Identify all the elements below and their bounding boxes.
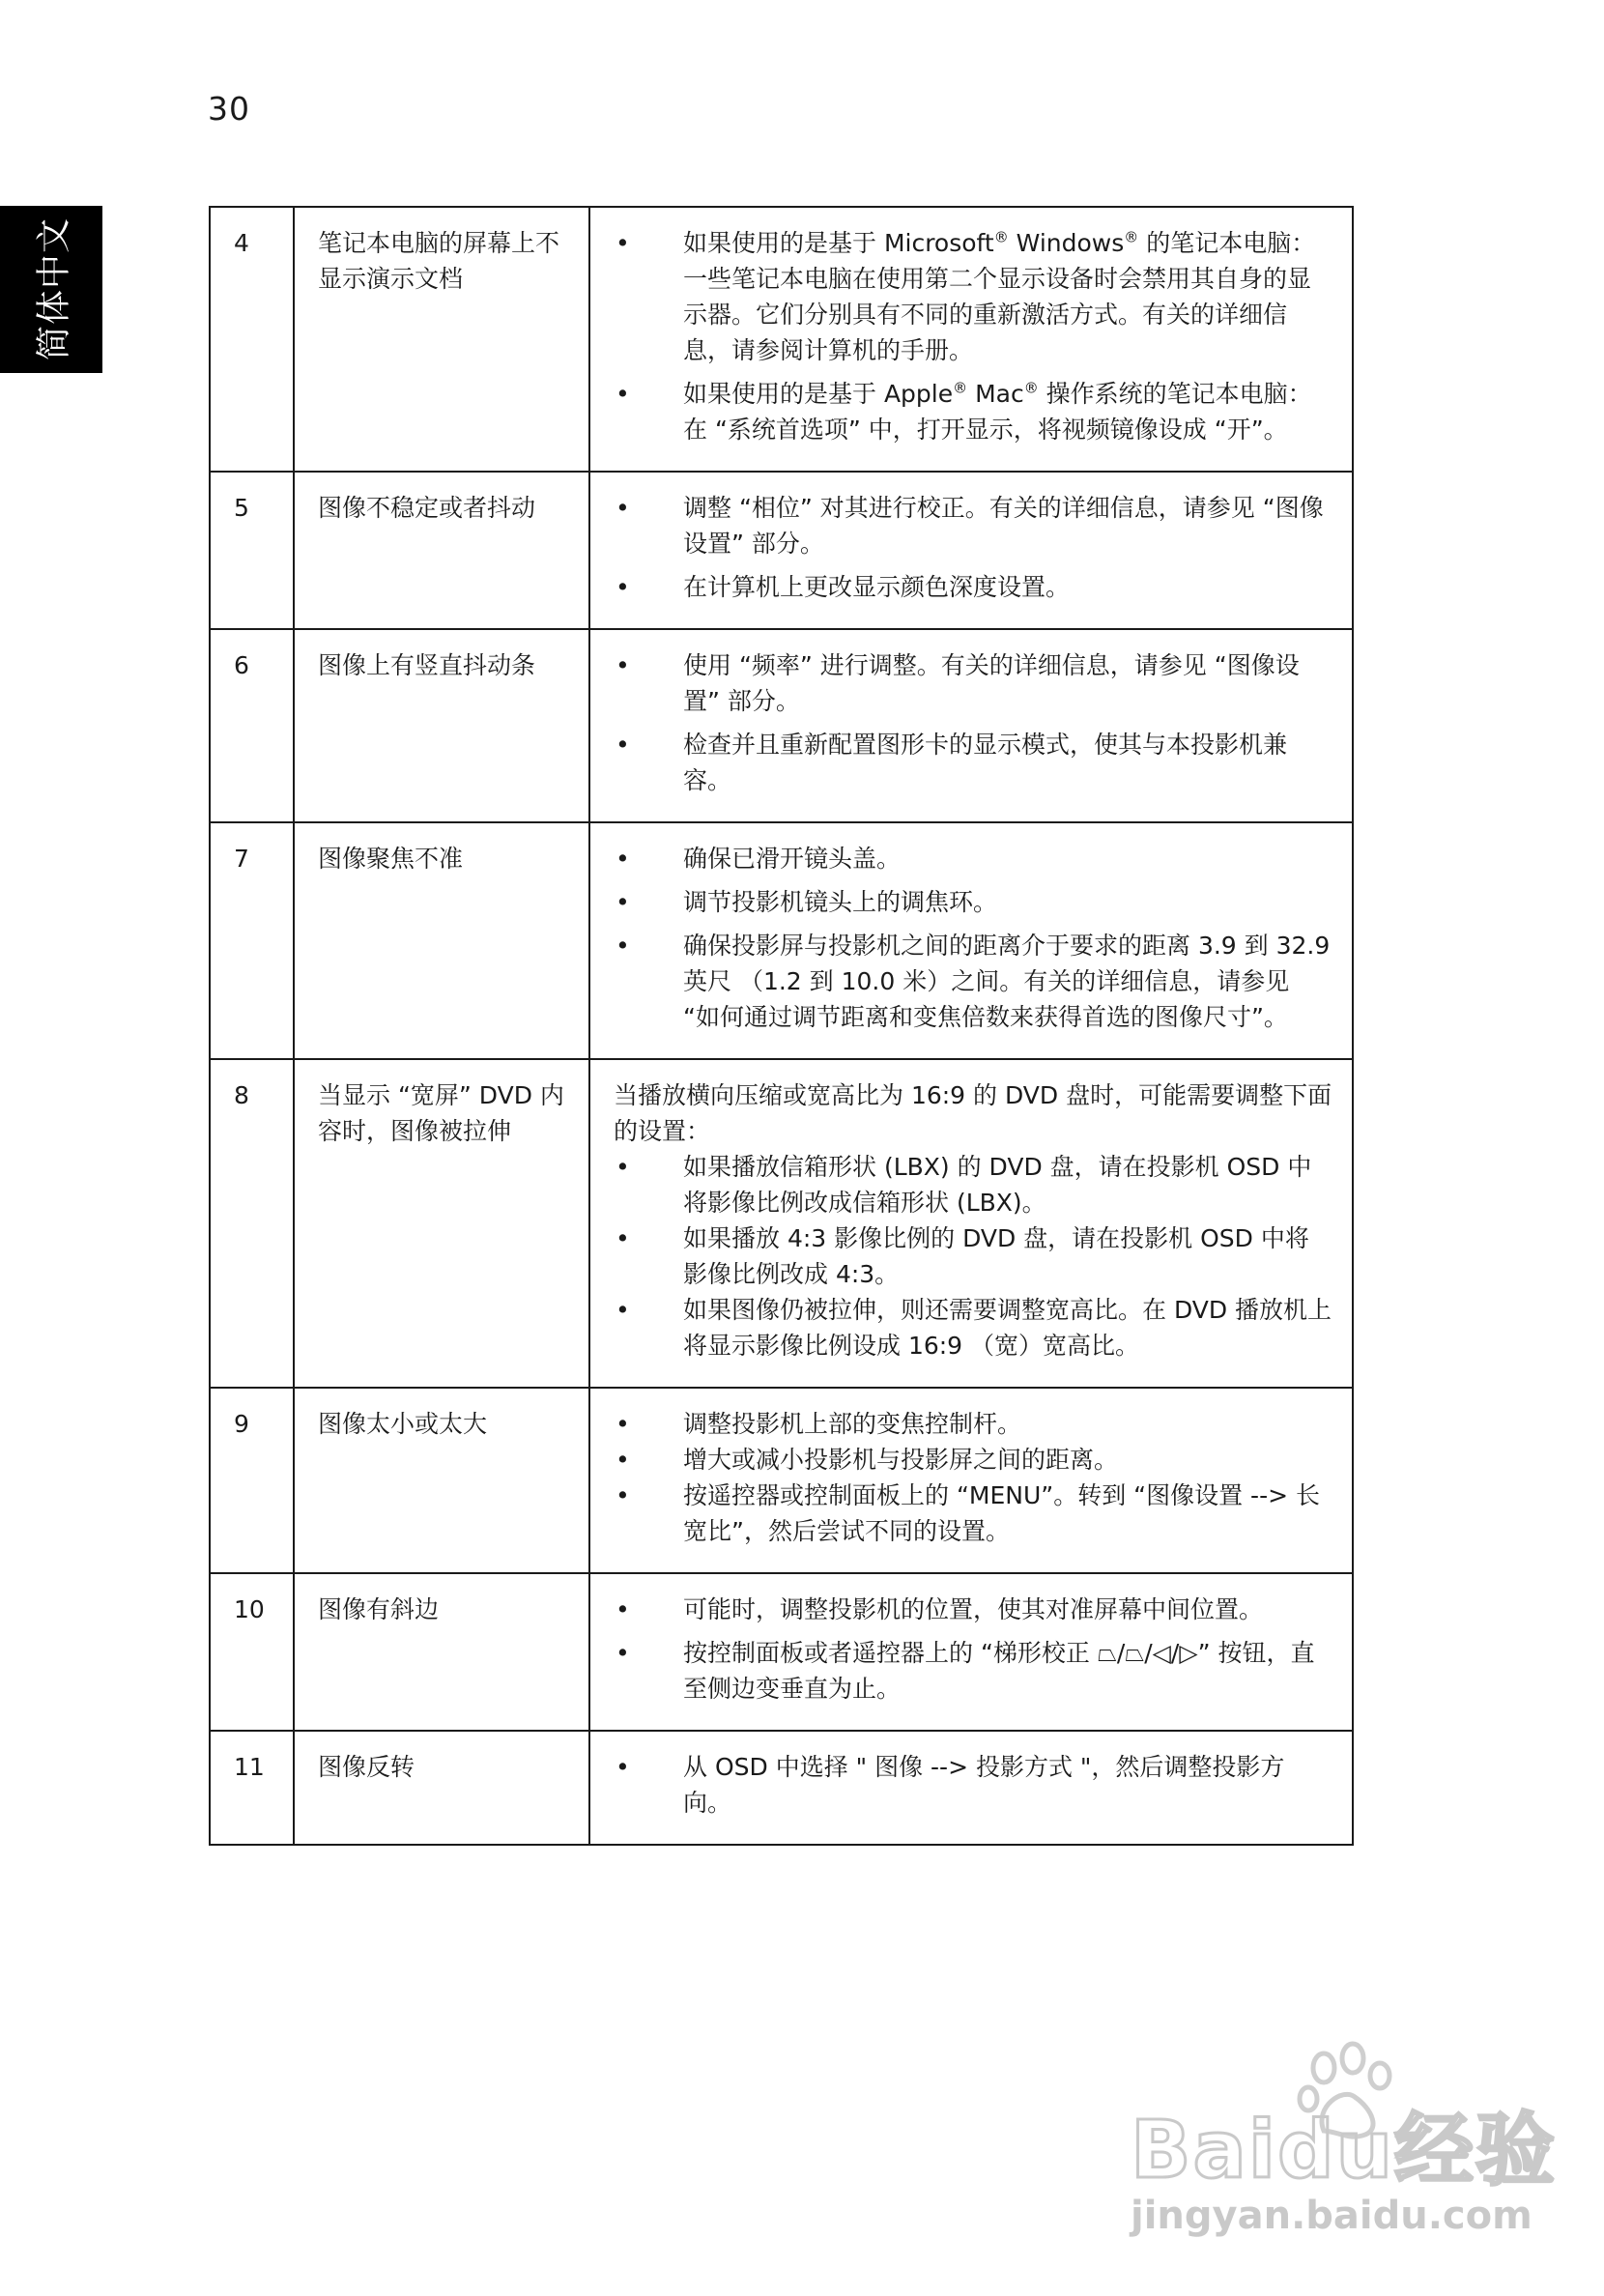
- solution-list: [614, 225, 1332, 447]
- solution-text: 确保已滑开镜头盖。: [683, 845, 902, 873]
- list-item: [614, 1220, 1332, 1292]
- bullet-icon: •: [616, 1639, 630, 1667]
- solution-text: 从 OSD 中选择 " 图像 --> 投影方式 "，然后调整投影方向。: [683, 1753, 1285, 1817]
- page-number: 30: [208, 90, 250, 128]
- solution-list: [614, 490, 1332, 605]
- solution-text: 按遥控器或控制面板上的 “MENU”。转到 “图像设置 --> 长宽比”，然后尝试不同的设置。: [683, 1481, 1320, 1545]
- table-row: [210, 822, 1353, 1059]
- solution-text: 可能时，调整投影机的位置，使其对准屏幕中间位置。: [683, 1595, 1264, 1623]
- troubleshooting-table: [209, 206, 1354, 1846]
- problem-cell: 当显示 “宽屏” DVD 内容时，图像被拉伸: [294, 1059, 589, 1388]
- row-number: 11: [210, 1731, 294, 1845]
- solution-text: 调整投影机上部的变焦控制杆。: [683, 1410, 1022, 1438]
- problem-cell: 图像太小或太大: [294, 1388, 589, 1573]
- solution-cell: [589, 1731, 1353, 1845]
- solution-list: [614, 1406, 1332, 1549]
- bullet-icon: •: [616, 1481, 630, 1509]
- list-item: [614, 1149, 1332, 1220]
- list-item: [614, 490, 1332, 561]
- bullet-icon: •: [616, 1410, 630, 1438]
- row-number: 7: [210, 822, 294, 1059]
- bullet-icon: •: [616, 888, 630, 916]
- list-item: [614, 225, 1332, 368]
- solution-list: [614, 1592, 1332, 1707]
- list-item: [614, 1478, 1332, 1549]
- solution-text: 确保投影屏与投影机之间的距离介于要求的距离 3.9 到 32.9 英尺 （1.2 到 10.0 米）之间。有关的详细信息，请参见 “如何通过调节距离和变焦倍数来获得首选的图像尺寸”。: [683, 932, 1331, 1031]
- list-item: [614, 1635, 1332, 1707]
- row-number: 5: [210, 472, 294, 629]
- list-item: [614, 884, 1332, 920]
- bullet-icon: •: [616, 573, 630, 601]
- bullet-icon: •: [616, 494, 630, 522]
- table-body: [210, 207, 1353, 1845]
- list-item: [614, 928, 1332, 1035]
- bullet-icon: •: [616, 1296, 630, 1324]
- solution-text: 如果图像仍被拉伸，则还需要调整宽高比。在 DVD 播放机上将显示影像比例设成 16:9 （宽）宽高比。: [683, 1296, 1332, 1360]
- bullet-icon: •: [616, 731, 630, 759]
- solution-cell: [589, 1388, 1353, 1573]
- solution-text: 如果使用的是基于 Apple® Mac® 操作系统的笔记本电脑：在 “系统首选项” 中，打开显示，将视频镜像设成 “开”。: [683, 379, 1312, 444]
- bullet-icon: •: [616, 229, 630, 257]
- solution-text: 调节投影机镜头上的调焦环。: [683, 888, 998, 916]
- baidu-watermark: [1131, 2049, 1558, 2281]
- table-row: [210, 629, 1353, 822]
- solution-cell: [589, 1573, 1353, 1731]
- bullet-icon: •: [616, 1595, 630, 1623]
- solution-text: 在计算机上更改显示颜色深度设置。: [683, 573, 1071, 601]
- row-number: 8: [210, 1059, 294, 1388]
- list-item: [614, 727, 1332, 798]
- table-row: [210, 1059, 1353, 1388]
- bullet-icon: •: [616, 845, 630, 873]
- solution-list: [614, 1149, 1332, 1363]
- list-item: [614, 1442, 1332, 1478]
- list-item: [614, 1292, 1332, 1363]
- problem-cell: 图像上有竖直抖动条: [294, 629, 589, 822]
- solution-text: 检查并且重新配置图形卡的显示模式，使其与本投影机兼容。: [683, 731, 1288, 794]
- solution-text: 如果播放 4:3 影像比例的 DVD 盘，请在投影机 OSD 中将影像比例改成 4:3。: [683, 1224, 1309, 1288]
- solution-list: [614, 841, 1332, 1035]
- watermark-url: jingyan.baidu.com: [1131, 2194, 1532, 2238]
- solution-text: 调整 “相位” 对其进行校正。有关的详细信息，请参见 “图像设置” 部分。: [683, 494, 1324, 558]
- problem-cell: 图像有斜边: [294, 1573, 589, 1731]
- list-item: [614, 1406, 1332, 1442]
- solution-text: 使用 “频率” 进行调整。有关的详细信息，请参见 “图像设置” 部分。: [683, 651, 1300, 715]
- bullet-icon: •: [616, 932, 630, 960]
- solution-text: 增大或减小投影机与投影屏之间的距离。: [683, 1446, 1119, 1474]
- row-number: 6: [210, 629, 294, 822]
- watermark-logo: Baidu经验: [1131, 2105, 1558, 2196]
- list-item: [614, 1592, 1332, 1627]
- list-item: [614, 647, 1332, 719]
- bullet-icon: •: [616, 1224, 630, 1252]
- bullet-icon: •: [616, 1753, 630, 1781]
- language-tab: [0, 206, 102, 373]
- solution-cell: [589, 1059, 1353, 1388]
- solution-list: [614, 647, 1332, 798]
- bullet-icon: •: [616, 380, 630, 408]
- problem-cell: 图像不稳定或者抖动: [294, 472, 589, 629]
- solution-cell: [589, 822, 1353, 1059]
- language-tab-label: 简体中文: [34, 216, 74, 361]
- solution-text: 按控制面板或者遥控器上的 “梯形校正 ⏢/⏢/◁/▷” 按钮，直至侧边变垂直为止。: [683, 1639, 1315, 1703]
- table-row: [210, 1573, 1353, 1731]
- table-row: [210, 1731, 1353, 1845]
- list-item: [614, 569, 1332, 605]
- list-item: [614, 841, 1332, 876]
- row-number: 4: [210, 207, 294, 472]
- solution-text: 如果播放信箱形状 (LBX) 的 DVD 盘，请在投影机 OSD 中将影像比例改成信箱形状 (LBX)。: [683, 1153, 1312, 1217]
- row-number: 10: [210, 1573, 294, 1731]
- bullet-icon: •: [616, 651, 630, 679]
- problem-cell: 笔记本电脑的屏幕上不显示演示文档: [294, 207, 589, 472]
- solution-intro: 当播放横向压缩或宽高比为 16:9 的 DVD 盘时，可能需要调整下面的设置：: [614, 1081, 1332, 1145]
- list-item: [614, 376, 1332, 447]
- bullet-icon: •: [616, 1446, 630, 1474]
- list-item: [614, 1749, 1332, 1821]
- row-number: 9: [210, 1388, 294, 1573]
- solution-cell: [589, 472, 1353, 629]
- solution-cell: [589, 207, 1353, 472]
- solution-cell: [589, 629, 1353, 822]
- solution-list: [614, 1749, 1332, 1821]
- table-row: [210, 207, 1353, 472]
- solution-text: 如果使用的是基于 Microsoft® Windows® 的笔记本电脑：一些笔记本电脑在使用第二个显示设备时会禁用其自身的显示器。它们分别具有不同的重新激活方式。有关的详细信息，请参阅计算机的手册。: [683, 228, 1316, 364]
- problem-cell: 图像聚焦不准: [294, 822, 589, 1059]
- bullet-icon: •: [616, 1153, 630, 1181]
- problem-cell: 图像反转: [294, 1731, 589, 1845]
- table-row: [210, 472, 1353, 629]
- table-row: [210, 1388, 1353, 1573]
